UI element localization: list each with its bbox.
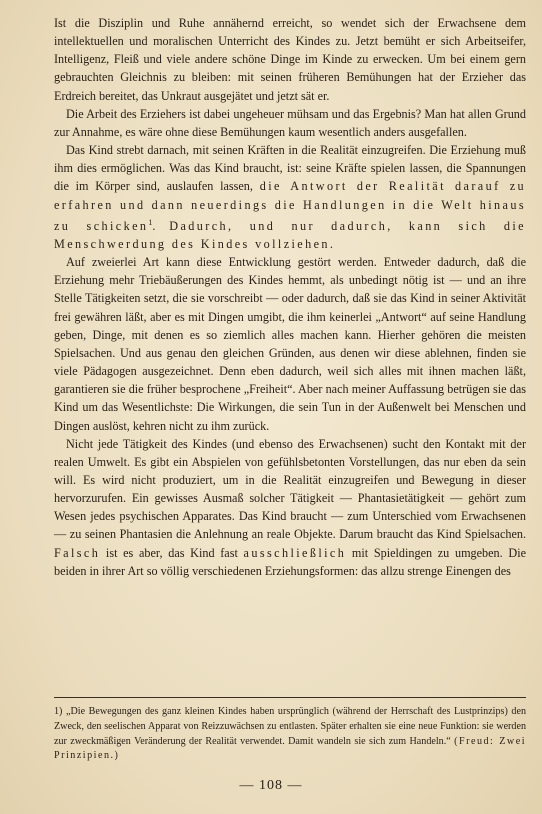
footnote [54,705,526,764]
paragraph-text: Nicht jede Tätigkeit des Kindes (und ebenso des Erwachsenen) sucht den Kontakt mit der realen Umwelt. Es gibt ein Abspielen von gefühlsbetonten Vorstellungen, das nur eben da sein will. Es wird nicht produziert, um in die Realität einzugreifen und Bewegung in dieser hervorzurufen. Ein gewisses Ausmaß solcher Tätigkeit — Phantasietätigkeit — gehört zum Wesen jedes psychischen Apparates. Das Kind braucht — zum Unterschied vom Erwachsenen — zu seinen Phantasien die Anlehnung an reale Objekte. Darum braucht das Kind Spielsachen. [54,436,526,542]
paragraph-text: mit Spieldingen zu umgeben. Die beiden in ihrer Art so völlig verschiedenen Erziehungsformen: das allzu strenge Einengen des [54,545,526,578]
body-text [54,14,526,580]
paragraph [54,141,526,253]
emphasized-text: Falsch [54,545,101,560]
footnote-marker: 1) [54,706,63,717]
footnote-source: (Freud: Zwei Prinzipien.) [54,735,526,762]
paragraph-text: Ist die Disziplin und Ruhe annähernd erreicht, so wendet sich der Erwachsene dem intellektuellen und moralischen Unterricht des Kindes zu. Jetzt bemüht er sich Arbeitseifer, Intelligenz, Fleiß und viele andere schöne Dinge im Kinde zu erwecken. Um bei einem gern gebrauchten Gleichnis zu bleiben: mit seinen früheren Bemühungen hat der Erzieher das Erdreich bereitet, das Unkraut ausgejätet und jetzt sät er. [54,16,526,103]
paragraph-text: . [152,218,156,233]
footnote-reference: 1 [148,217,153,227]
paragraph [54,105,526,141]
paragraph [54,435,526,580]
paragraph [54,253,526,435]
paragraph-text: ist es aber, das Kind fast [100,545,244,560]
paragraph-text: Das Kind strebt darnach, mit seinen Kräften in die Realität einzugreifen. Die Erziehung muß ihm dies ermöglichen. Was das Kind braucht, ist: seine Kräfte spielen lassen, die Spannungen die im Körper sind, auslaufen lassen, [54,143,526,194]
paragraph [54,14,526,105]
emphasized-text: Dadurch, und nur dadurch, kann sich die Menschwerdung des Kindes vollziehen. [54,218,526,251]
footnote-divider [54,697,526,698]
emphasized-text: die Antwort der Realität darauf zu erfahren und dann neuerdings die Handlungen in die Welt hinaus zu schicken [54,179,527,233]
paragraph-text: Auf zweierlei Art kann diese Entwicklung gestört werden. Entweder dadurch, daß die Erziehung mehr Triebäußerungen des Kindes hemmt, als unbedingt nötig ist — und an ihre Stelle Tätigkeiten setzt, die sie vorschreibt — oder dadurch, daß sie das Kind in seiner Aktivität frei gewähren läßt, aber es mit Dingen umgibt, die ihm keinerlei „Antwort“ auf seine Handlung geben, Dinge, mit denen es so ziemlich alles machen kann. Hierher gehören die meisten Spielsachen. Und aus genau den gleichen Gründen, aus denen wir diese ablehnen, finden sie viele Pädagogen ausgezeichnet. Denn eben dadurch, weil sich alles mit ihnen machen läßt, garantieren sie die früher besprochene „Freiheit“. Aber nach meiner Auffassung betrügen sie das Kind um das Wesentlichste: Die Wirkungen, die sein Tun in der Außenwelt bei Menschen und Dingen auslöst, kehren nicht zu ihm zurück. [54,255,526,433]
page-number: — 108 — [239,778,303,793]
emphasized-text: ausschließlich [243,545,347,560]
paragraph-text: Die Arbeit des Erziehers ist dabei ungeheuer mühsam und das Ergebnis? Man hat allen Grund zur Annahme, es wäre ohne diese Bemühungen kaum wesentlich anders ausgefallen. [54,106,526,139]
footnote-text: „Die Bewegungen des ganz kleinen Kindes haben ursprünglich (während der Herrschaft des Lustprinzips) den Zweck, den seelischen Apparat von Reizzuwächsen zu entlasten. Später erhalten sie eine neue Funktion: sie werden zur zweckmäßigen Veränderung der Realität verwendet. Damit wandeln sie sich zum Handeln.“ [54,706,526,747]
